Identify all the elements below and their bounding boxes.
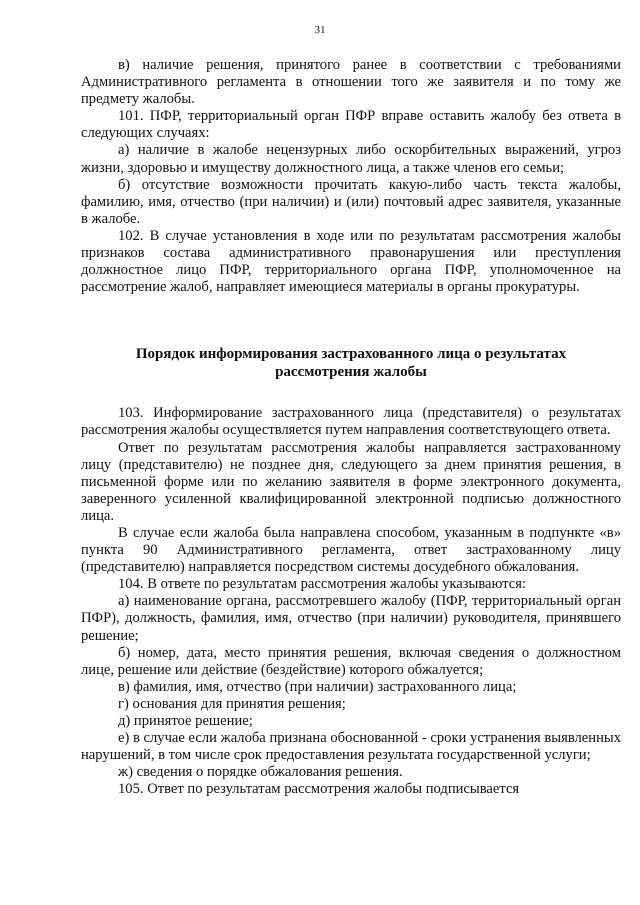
paragraph-101-a: а) наличие в жалобе нецензурных либо оскорбительных выражений, угроз жизни, здоровью и имуществу должностного лица, а также членов его семьи; [81,142,621,176]
page-number: 31 [314,24,326,36]
paragraph-101-b: б) отсутствие возможности прочитать какую-либо часть текста жалобы, фамилию, имя, отчество (при наличии) и (или) почтовый адрес заявителя, указанные в жалобе. [81,176,621,227]
paragraph-101: 101. ПФР, территориальный орган ПФР вправе оставить жалобу без ответа в следующих случаях: [81,108,621,142]
paragraph-104-v: в) фамилия, имя, отчество (при наличии) застрахованного лица; [118,678,517,695]
paragraph-104-a: а) наименование органа, рассмотревшего жалобу (ПФР, территориальный орган ПФР), должность, фамилия, имя, отчество (при наличии) руководителя, принявшего решение; [81,593,621,644]
paragraph-item-v: в) наличие решения, принятого ранее в соответствии с требованиями Административного регламента в отношении того же заявителя и по тому же предмету жалобы. [81,57,621,108]
paragraph-104-e: е) в случае если жалоба признана обоснованной - сроки устранения выявленных нарушений, в том числе срок предоставления результата государственной услуги; [81,730,621,764]
paragraph-102: 102. В случае установления в ходе или по результатам рассмотрения жалобы признаков состава административного правонарушения или преступления должностное лицо ПФР, территориального органа ПФР, уполномоченное на рассмотрение жалоб, направляет имеющиеся материалы в органы прокуратуры. [81,227,621,296]
paragraph-103-reply: Ответ по результатам рассмотрения жалобы направляется застрахованному лицу (представителю) не позднее дня, следующего за днем принятия решения, в письменной форме или по желанию заявителя в форме электронного документа, заверенного усиленной квалифицированной электронной подписью должностного лица. [81,439,621,524]
section-heading-line-2: рассмотрения жалобы [275,363,427,380]
paragraph-105: 105. Ответ по результатам рассмотрения жалобы подписывается [118,781,520,798]
paragraph-104-zh: ж) сведения о порядке обжалования решения. [118,764,403,781]
paragraph-104-g: г) основания для принятия решения; [118,695,346,712]
paragraph-103-system: В случае если жалоба была направлена способом, указанным в подпункте «в» пункта 90 Административного регламента, ответ застрахованному лицу (представителю) направляется посредством системы досудебного обжалования. [81,524,621,576]
section-heading-line-1: Порядок информирования застрахованного лица о результатах [135,346,567,363]
paragraph-104-b: б) номер, дата, место принятия решения, включая сведения о должностном лице, решение или действие (бездействие) которого обжалуется; [81,644,621,678]
paragraph-104-d: д) принятое решение; [118,713,253,729]
document-body [81,57,621,798]
section-heading [81,346,621,381]
paragraph-104: 104. В ответе по результатам рассмотрения жалобы указываются: [118,576,527,593]
paragraph-103: 103. Информирование застрахованного лица (представителя) о результатах рассмотрения жалобы осуществляется путем направления соответствующего ответа. [81,405,621,439]
